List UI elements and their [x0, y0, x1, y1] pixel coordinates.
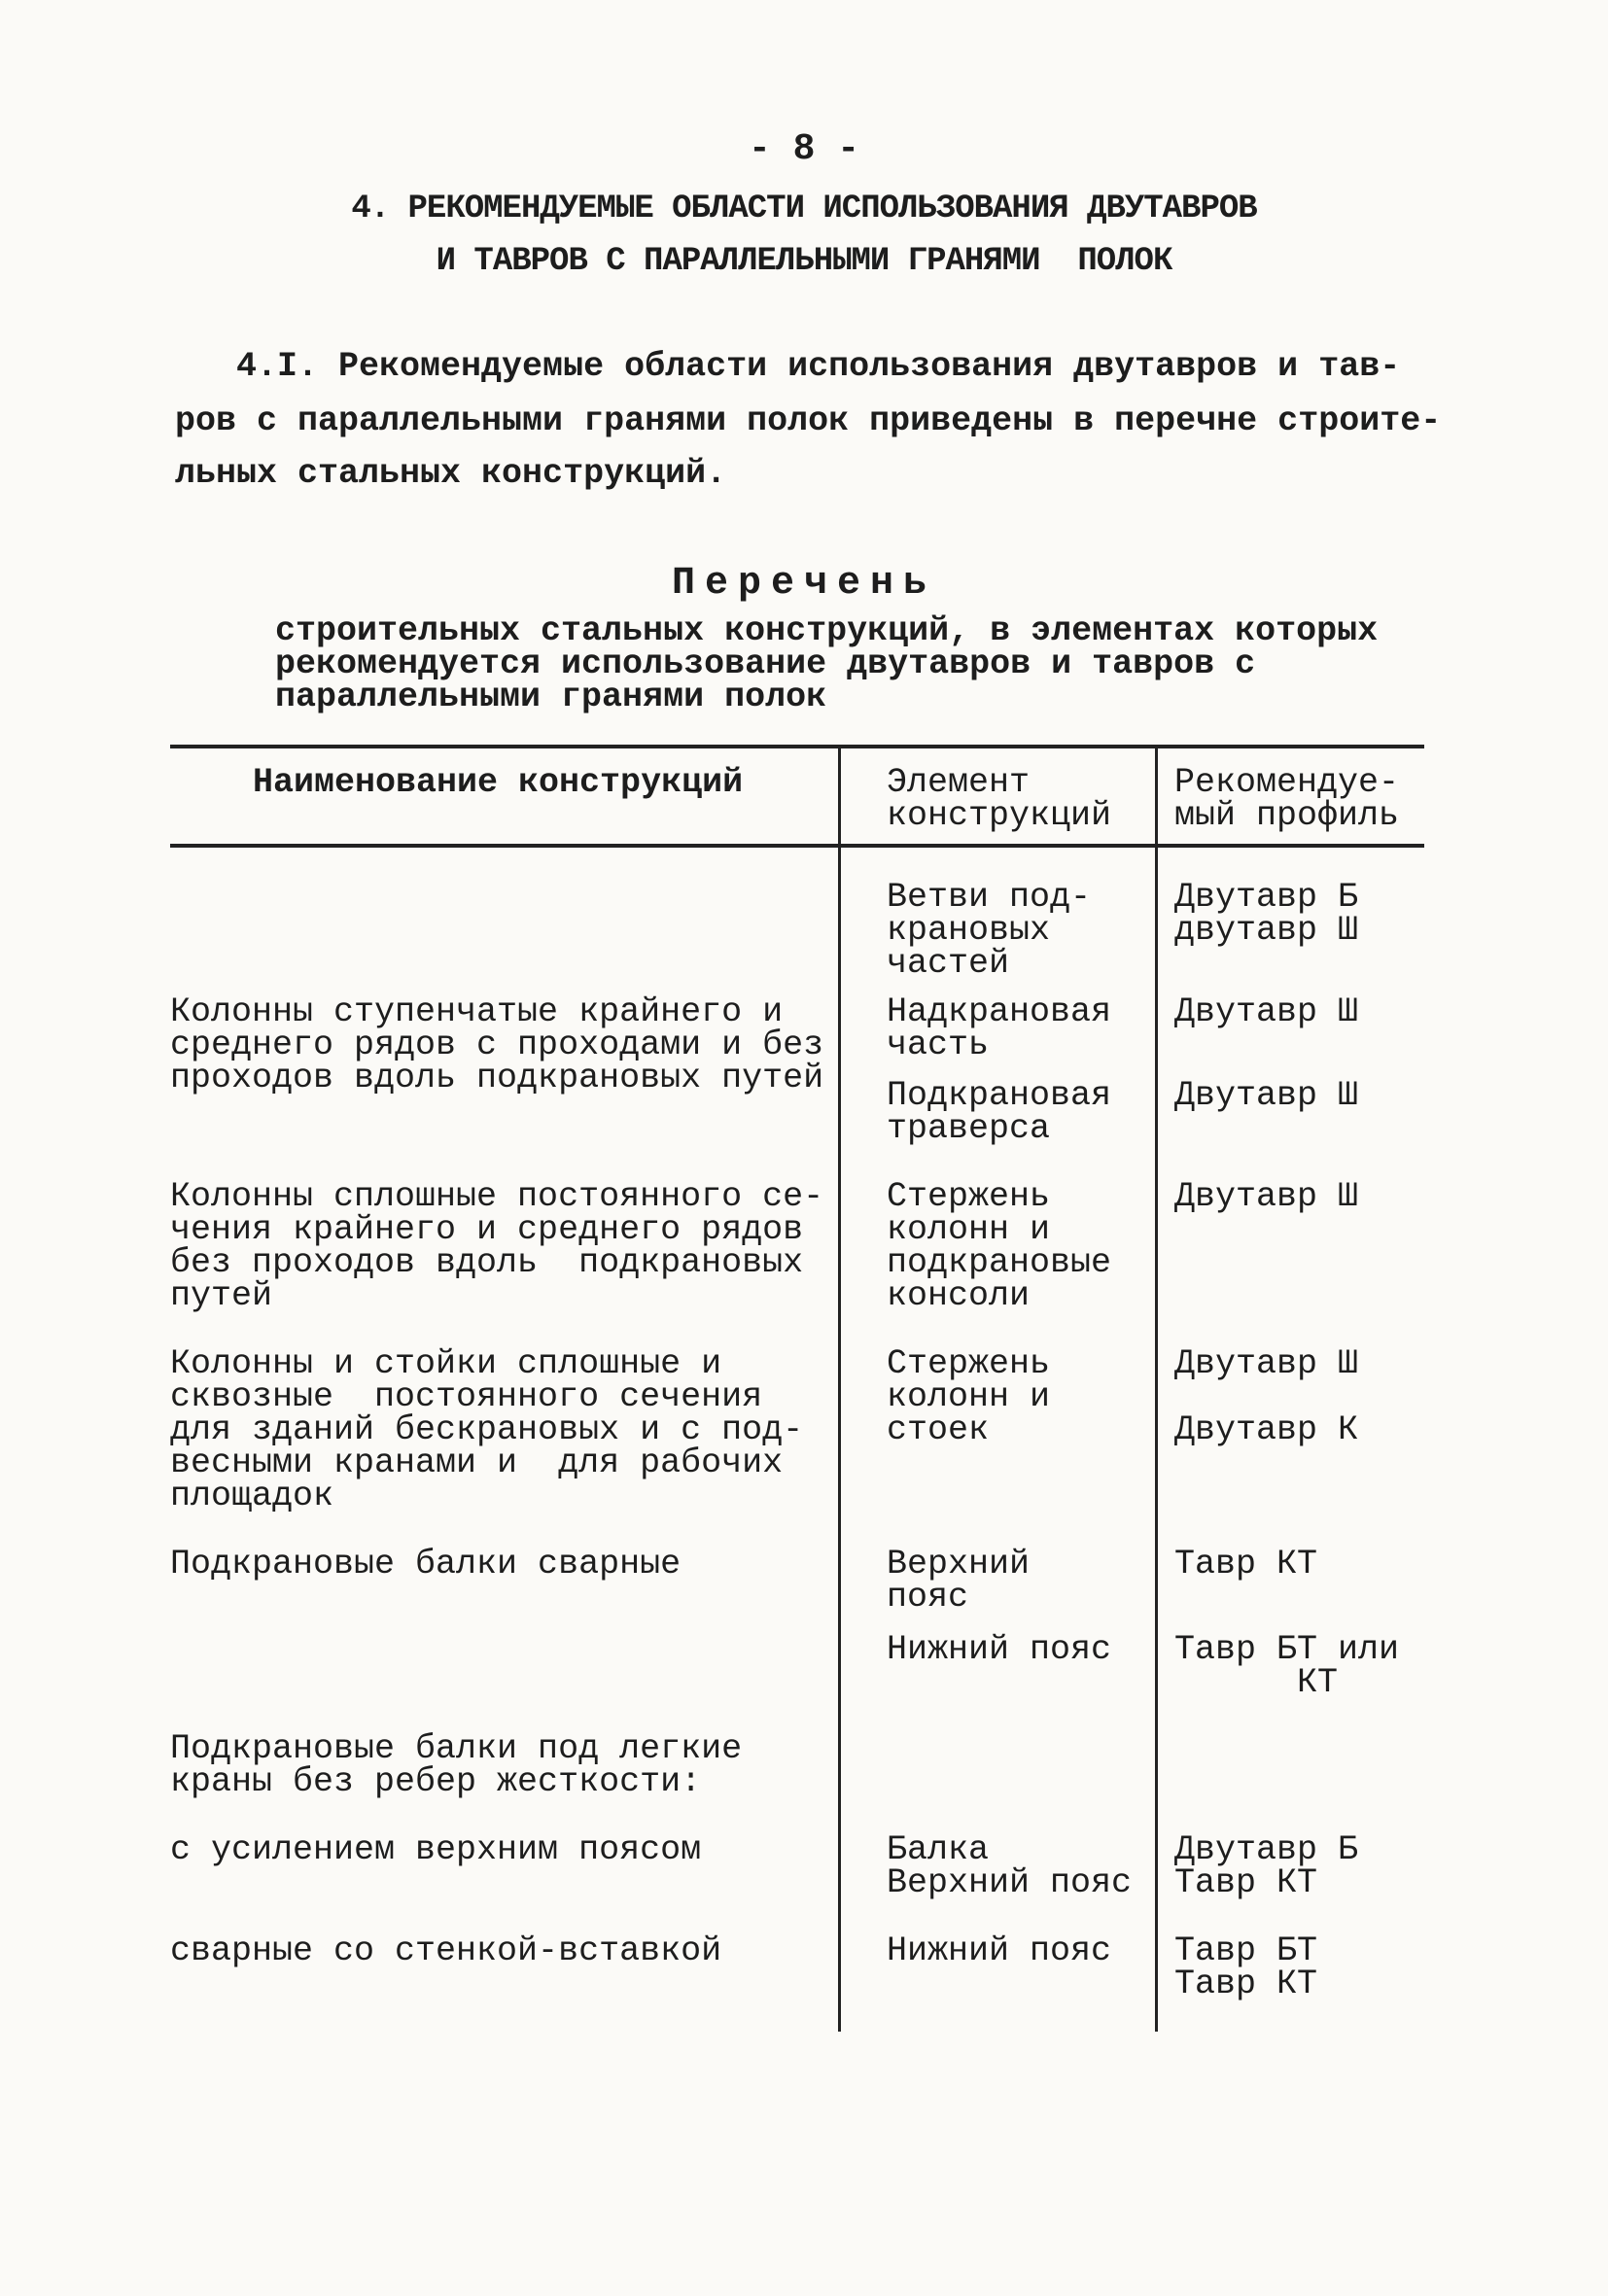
table-header-profile: Рекомендуе- мый профиль	[1174, 763, 1400, 835]
table-row-6-profile: Тавр КТ	[1174, 1545, 1318, 1583]
table-row-1-profile: Двутавр Б двутавр Ш	[1174, 878, 1359, 950]
list-heading: Перечень	[671, 562, 937, 606]
paragraph-line-2: ров с параллельными гранями полок приведены в перечне строите-	[175, 401, 1442, 440]
section-title-line-2: И ТАВРОВ С ПАРАЛЛЕЛЬНЫМИ ГРАНЯМИ ПОЛОК	[436, 243, 1172, 280]
table-row-1-element: Ветви под- крановых частей	[887, 878, 1092, 983]
table-row-7-element: Нижний пояс	[887, 1630, 1112, 1669]
paragraph-line-1: 4.I. Рекомендуемые области использования двутавров и тав-	[175, 347, 1401, 386]
table-header-rule	[170, 844, 1424, 848]
table-header-element: Элемент конструкций	[887, 763, 1112, 835]
table-row-6-element: Верхний пояс	[887, 1545, 1031, 1617]
table-row-10-construction: сварные со стенкой-вставкой	[170, 1931, 722, 1970]
table-row-5-profile: Двутавр Ш Двутавр К	[1174, 1344, 1359, 1449]
table-column-divider-1	[838, 748, 841, 2032]
table-row-4-construction: Колонны сплошные постоянного се- чения крайнего и среднего рядов без проходов вдоль подкрановых путей	[170, 1177, 824, 1315]
table-top-rule	[170, 745, 1424, 748]
list-subtitle-line-1: строительных стальных конструкций, в элементах которых	[275, 611, 1379, 650]
table-row-5-element: Стержень колонн и стоек	[887, 1344, 1051, 1449]
table-row-5-construction: Колонны и стойки сплошные и сквозные постоянного сечения для зданий бескрановых и с под- весными кранами и для рабочих площадок	[170, 1344, 804, 1515]
list-subtitle-line-3: параллельными гранями полок	[275, 678, 827, 716]
list-subtitle-line-2: рекомендуется использование двутавров и тавров с	[275, 644, 1256, 683]
table-row-3-element: Подкрановая траверса	[887, 1076, 1112, 1148]
table-row-4-profile: Двутавр Ш	[1174, 1177, 1359, 1216]
table-column-divider-2	[1155, 748, 1158, 2032]
table-row-10-element: Нижний пояс	[887, 1931, 1112, 1970]
paragraph-line-3: льных стальных конструкций.	[175, 454, 727, 493]
table-row-9-profile: Двутавр Б Тавр КТ	[1174, 1830, 1359, 1902]
table-row-9-construction: с усилением верхним поясом	[170, 1830, 702, 1869]
table-row-2-construction: Колонны ступенчатые крайнего и среднего рядов с проходами и без проходов вдоль подкрановых путей	[170, 992, 824, 1097]
section-title-line-1: 4. РЕКОМЕНДУЕМЫЕ ОБЛАСТИ ИСПОЛЬЗОВАНИЯ ДВУТАВРОВ	[351, 191, 1257, 227]
table-header-name: Наименование конструкций	[253, 763, 744, 802]
table-row-2-element: Надкрановая часть	[887, 992, 1112, 1064]
page-number: - 8 -	[748, 128, 860, 170]
table-row-3-profile: Двутавр Ш	[1174, 1076, 1359, 1115]
table-row-7-profile: Тавр БТ или КТ	[1174, 1630, 1400, 1702]
table-row-6-construction: Подкрановые балки сварные	[170, 1545, 682, 1583]
table-row-2-profile: Двутавр Ш	[1174, 992, 1359, 1031]
table-row-8-construction: Подкрановые балки под легкие краны без ребер жесткости:	[170, 1729, 743, 1801]
table-row-9-element: Балка Верхний пояс	[887, 1830, 1133, 1902]
table-row-4-element: Стержень колонн и подкрановые консоли	[887, 1177, 1112, 1315]
table-row-10-profile: Тавр БТ Тавр КТ	[1174, 1931, 1318, 2003]
